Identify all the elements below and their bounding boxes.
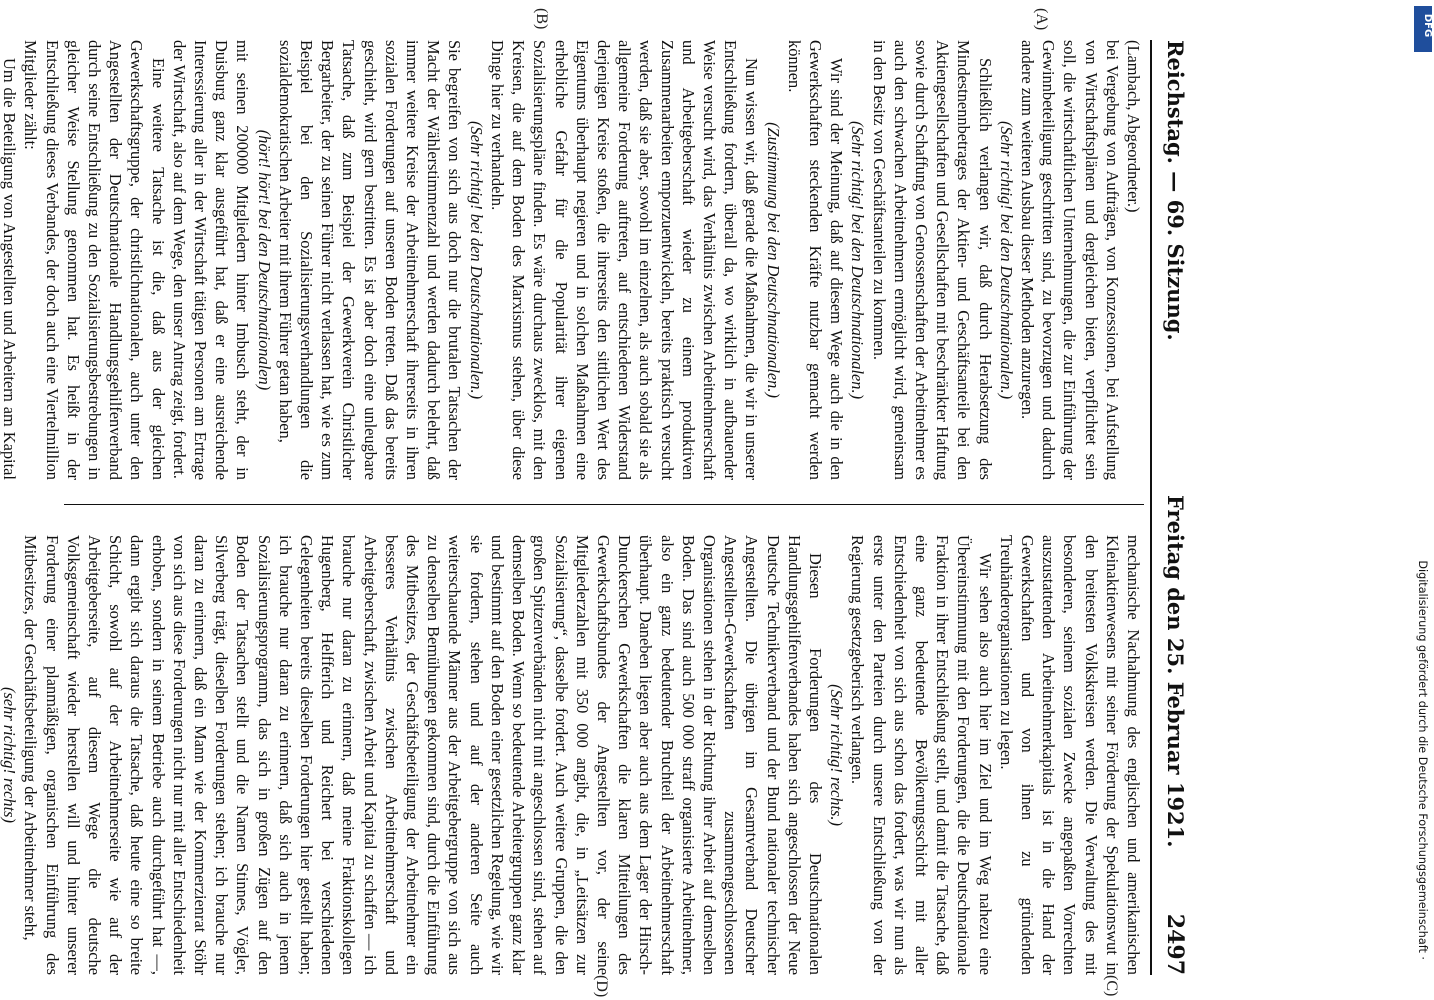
- dfg-logo: DFG: [1414, 6, 1432, 52]
- paragraph: Eine weitere Tatsache ist die, daß aus der gleichen Gewerkschaftsgruppe, der christlichnationalen, auch unter den Angestellten der Deutschnationale Handlungsgehilfenverband durch seine Entschließung zu den Sozialisierungsbestrebungen in gleicher Weise Stellung genommen hat. Es heißt in der Entschließung dieses Verbandes, der doch auch eine Viertelmillion Mitglieder zählt:: [21, 40, 168, 480]
- credit-text: Digitalisierung gefördert durch die Deutsche Forschungsgemeinschaft ·: [1416, 560, 1429, 960]
- digitization-credit: [1407, 60, 1433, 960]
- margin-mark-a: (A): [1033, 8, 1050, 31]
- margin-mark-b: (B): [533, 8, 550, 30]
- paragraph: mit seinen 200000 Mitgliedern hinter Imbusch steht, der in Duisburg ganz klar ausgeführt hat, daß er eine ausreichende Interessierung aller in der Wirtschaft tätigen Personen am Ertrage der Wirtschaft, also auf dem Wege, den unser Antrag zeigt, fordert.: [169, 40, 253, 480]
- interjection: (Sehr richtig! rechts.): [827, 684, 847, 826]
- quotation: Um die Beteiligung von Angestellten und Arbeitern am Kapital: [0, 58, 20, 480]
- interjection: (sehr richtig! rechts): [0, 687, 20, 823]
- paragraph: mechanische Nachahmung des englischen und amerikanischen Kleinaktienwesens mit seiner Förderung der Spekulationswut in den breitesten Volkskreisen werden. Die Verwaltung des mit besonderen, seinem sozialen Zwecke angepaßten Vorrechten auszustattenden Arbeitnehmerkapitals ist in die Hand der Gewerkschaften und von ihnen zu gründenden Treuhänderorganisationen zu legen.: [996, 535, 1143, 975]
- column-divider: [64, 504, 1144, 505]
- header-date: Freitag den 25. Februar 1921.: [1163, 495, 1188, 848]
- interjection: (hört! hört! bei den Deutschnationalen): [254, 129, 274, 391]
- interjection: (Sehr richtig! bei den Deutschnationalen.): [996, 120, 1016, 400]
- paragraph: Wir sind der Meinung, daß auf diesem Wege auch die in den Gewerkschaften steckenden Kräfte nutzbar gemacht werden können.: [784, 40, 847, 480]
- paragraph: Sie begreifen von sich aus doch nur die brutalen Tatsachen der Macht der Wählerstimmenzahl und werden dadurch belehrt, daß immer weitere Kreise der Arbeitnehmerschaft ihrerseits in ihren sozialen Forderungen auf unseren Boden treten. Daß das bereits geschieht, wird gern bestritten. Es ist aber doch eine unleugbare Tatsache, daß zum Beispiel der Gewerkverein Christlicher Bergarbeiter, der zu seinen Führer nicht verlassen hat, wie es zum Beispiel bei den Sozialisierungsverhandlungen die sozialdemokratischen Arbeiter mit ihrem Führer getan haben,: [275, 40, 465, 480]
- left-column: [0, 40, 1144, 480]
- paragraph: bei Vergebung von Aufträgen, von Konzessionen, bei Aufstellung von Wirtschaftsplänen und dergleichen bieten, verpflichtet sein soll, die wirtschaftlichen Unternehmungen, die zur Einführung der Gewinnbeteiligung geschritten sind, zu bevorzugen und dadurch andere zum weiteren Ausbau dieser Methoden anzuregen.: [1017, 40, 1122, 480]
- speaker-line: (Lambach, Abgeordneter.): [1124, 40, 1143, 213]
- page-header: [1150, 40, 1192, 975]
- right-column: [0, 535, 1144, 975]
- interjection: (Zustimmung bei den Deutschnationalen.): [763, 122, 783, 398]
- paragraph: Schließlich verlangen wir, daß durch Herabsetzung des Mindestnennbetrages der Aktien- und Geschäftsanteile bei den Aktiengesellschaften und Gesellschaften mit beschränkter Haftung sowie durch Schaffung von Genossenschaften der Arbeitnehmer es auch den schwachen Arbeitnehmern ermöglicht wird, gemeinsam in den Besitz von Geschäftsanteilen zu kommen.: [869, 40, 995, 480]
- margin-mark-c: (C): [1103, 975, 1120, 997]
- margin-mark-d: (D): [593, 975, 610, 998]
- paragraph: Nun wissen wir, daß gerade die Maßnahmen, die wir in unserer Entschließung fordern, überall da, wo wirklich in aufbauender Weise versucht wird, das Verhältnis zwischen Arbeitnehmerschaft und Arbeitgeberschaft wieder zu einem produktiven Zusammenarbeiten emporzuentwickeln, bereits praktisch versucht werden, daß sie aber, sowohl im einzelnen, als auch sobald sie als allgemeine Forderung auftreten, auf entschiedenen Widerstand derjenigen Kreise stoßen, die ihrerseits den sittlichen Wert des Eigentums überhaupt negieren und in solchen Maßnahmen eine erhebliche Gefahr für die Popularität ihrer eigenen Sozialisierungspläne finden. Es wäre durchaus zwecklos, mit den Kreisen, die auf dem Boden des Marxismus stehen, über diese Dinge hier zu verhandeln.: [487, 40, 762, 480]
- paragraph: Diesen Forderungen des Deutschnationalen Handlungsgehilfenverbandes haben sich angeschlossen der Neue Deutsche Technikerverband und der Bund nationaler technischer Angestellten. Die übrigen im Gesamtverband Deutscher Angestellten-Gewerkschaften zusammengeschlossenen Organisationen stehen in der Richtung ihrer Arbeit auf demselben Boden. Das sind auch 500 000 straff organisierte Arbeitnehmer, also ein ganz bedeutender Bruchteil der Arbeitnehmerschaft überhaupt. Daneben liegen aber auch aus dem Lager der Hirsch-Dunckerschen Gewerkschaften die klaren Mitteilungen des Gewerkschaftsbundes der Angestellten vor, der seine Mitgliederzahlen mit 350 000 angibt, die, in „Leitsätzen zur Sozialisierung“, dasselbe fordert. Auch weitere Gruppen, die den großen Spitzenverbänden nicht mit angeschlossen sind, stehen auf demselben Boden. Wenn so bedeutende Arbeitergruppen ganz klar und bestimmt auf den Boden einer gesetzlichen Regelung, wie wir sie fordern, stehen und auf der anderen Seite auch weiterschauende Männer aus der Arbeitgebergruppe von sich aus zu denselben Bemühungen gekommen sind, durch die Einführung des Mitbesitzes, der Geschäftsbeteiligung der Arbeitnehmer ein besseres Verhältnis zwischen Arbeitnehmerschaft und Arbeitgeberschaft, zwischen Arbeit und Kapital zu schaffen — ich brauche nur daran zu erinnern, daß meine Fraktionskollegen Hugenberg, Helfferich und Reichert bei verschiedenen Gelegenheiten bereits dieselben Forderungen hier gestellt haben; ich brauche nur daran zu erinnern, daß sich auch in jenem Sozialisierungsprogramm, das sich in großen Zügen auf den Boden der Tatsachen stellt und die Namen Stinnes, Vögler, Silverberg trägt, dieselben Forderungen stehen; ich brauche nur daran zu erinnern, daß ein Mann wie der Kommerzienrat Stöhr von sich aus diese Forderungen nicht nur mit aller Entschiedenheit erhoben, sondern in seinem Betriebe auch durchgeführt hat —, dann ergibt sich daraus die Tatsache, daß heute eine so breite Schicht, sowohl auf der Arbeitnehmerseite wie auf der Arbeitgeberseite, auf diesem Wege die deutsche Volksgemeinschaft wieder herstellen will und hinter unserer Forderung einer planmäßigen, organischen Einführung des Mitbesitzes, der Geschäftsbeteiligung der Arbeitnehmer steht,: [21, 535, 825, 975]
- header-session: Reichstag. — 69. Sitzung.: [1163, 40, 1188, 341]
- interjection: (Sehr richtig! bei den Deutschnationalen.): [466, 120, 486, 400]
- header-page-number: 2497: [1162, 913, 1188, 975]
- interjection: (Sehr richtig! bei den Deutschnationalen.): [848, 120, 868, 400]
- paragraph: Wir sehen also auch hier im Ziel und im Weg nahezu eine Übereinstimmung mit den Forderungen, die die Deutschnationale Fraktion in ihrer Entschließung stellt, und damit die Tatsache, daß eine ganz bedeutende Bevölkerungsschicht mit aller Entschiedenheit von sich aus schon das fordert, was wir nun als erste unter den Parteien durch unsere Entschließung von der Regierung gesetzgeberisch verlangen.: [848, 535, 995, 975]
